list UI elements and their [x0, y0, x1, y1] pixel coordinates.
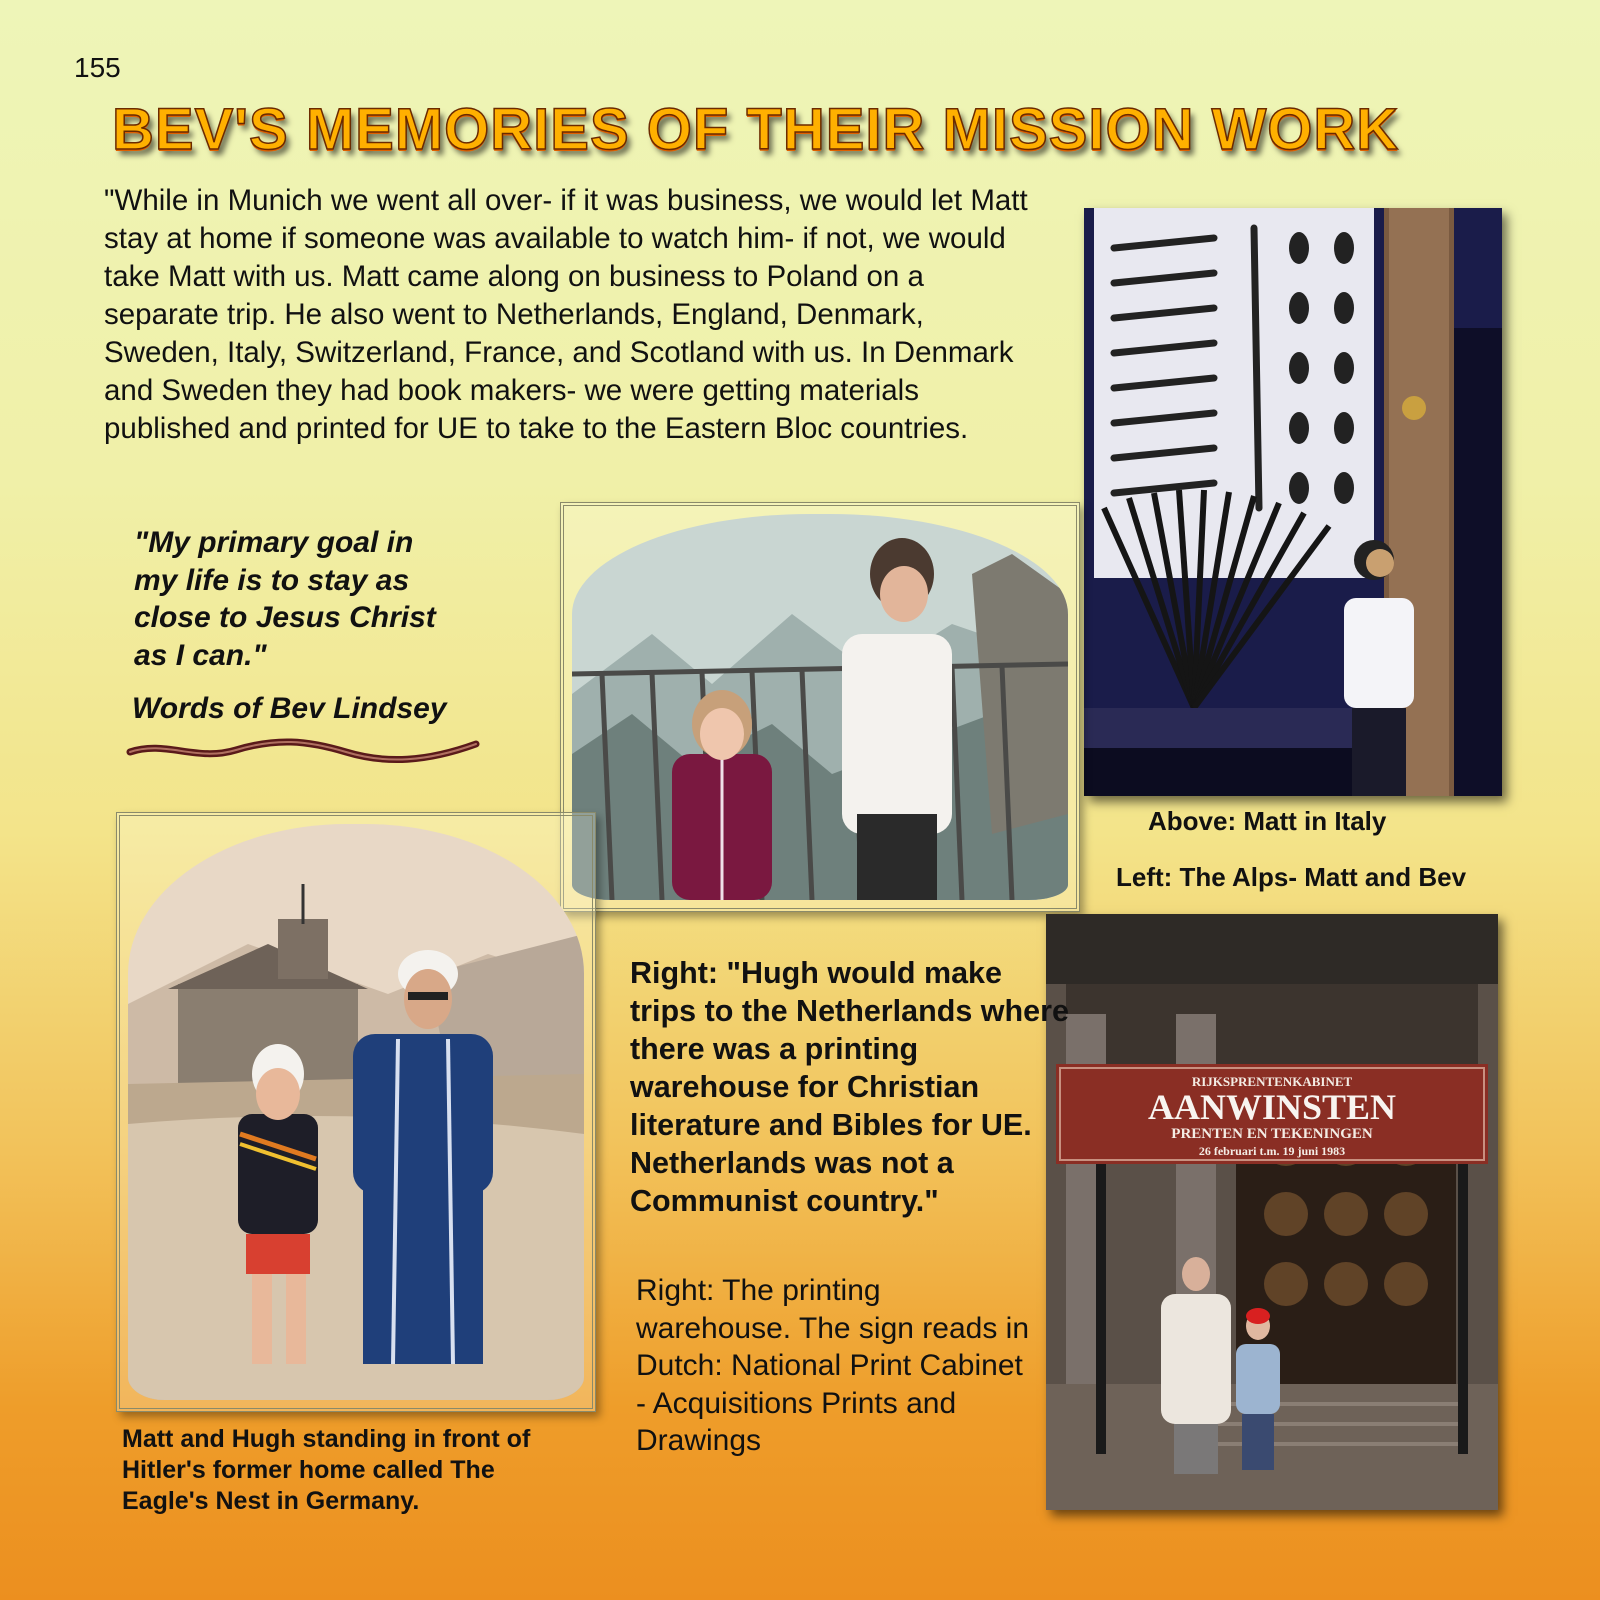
sign-sub-text: PRENTEN EN TEKENINGEN: [1171, 1126, 1373, 1142]
caption-alps: Left: The Alps- Matt and Bev: [1116, 862, 1467, 892]
quote-author: Words of Bev Lindsey: [132, 692, 447, 725]
sign-dates-text: 26 februari t.m. 19 juni 1983: [1198, 1144, 1346, 1158]
photo-alps-matt-and-bev: [560, 502, 1080, 912]
photo-eagles-nest: [116, 812, 596, 1412]
page-number: 155: [74, 52, 121, 83]
caption-printing-warehouse: Right: The printing warehouse. The sign reads in Dutch: National Print Cabinet - Acquisitions Prints and Drawings: [636, 1274, 1030, 1457]
caption-hugh-quote: Right: "Hugh would make trips to the Netherlands where there was a printing warehouse for Christian literature and Bibles for UE. Netherlands was not a Communist country.": [630, 956, 1069, 1218]
sign-top-text: RIJKSPRENTENKABINET: [1191, 1074, 1353, 1089]
sign-main-text: AANWINSTEN: [1147, 1087, 1397, 1127]
squiggle-divider: [126, 738, 482, 764]
photo-printing-warehouse: [1046, 914, 1498, 1510]
intro-paragraph: "While in Munich we went all over- if it was business, we would let Matt stay at home if someone was available to watch him- if not, we would take Matt with us. Matt came along on business to Poland on a separate trip. He also went to Netherlands, England, Denmark, Sweden, Italy, Switzerland, France, and Scotland with us. In Denmark and Sweden they had book makers- we were getting materials published and printed for UE to take to the Eastern Bloc countries.: [104, 184, 1028, 445]
photo-matt-in-italy: [1084, 208, 1502, 796]
caption-matt-in-italy: Above: Matt in Italy: [1148, 806, 1387, 836]
quote-text: "My primary goal in my life is to stay as close to Jesus Christ as I can.": [134, 526, 436, 672]
page-title: BEV'S MEMORIES OF THEIR MISSION WORK: [112, 97, 1400, 162]
caption-eagles-nest: Matt and Hugh standing in front of Hitler's former home called The Eagle's Nest in Germany.: [122, 1425, 531, 1515]
